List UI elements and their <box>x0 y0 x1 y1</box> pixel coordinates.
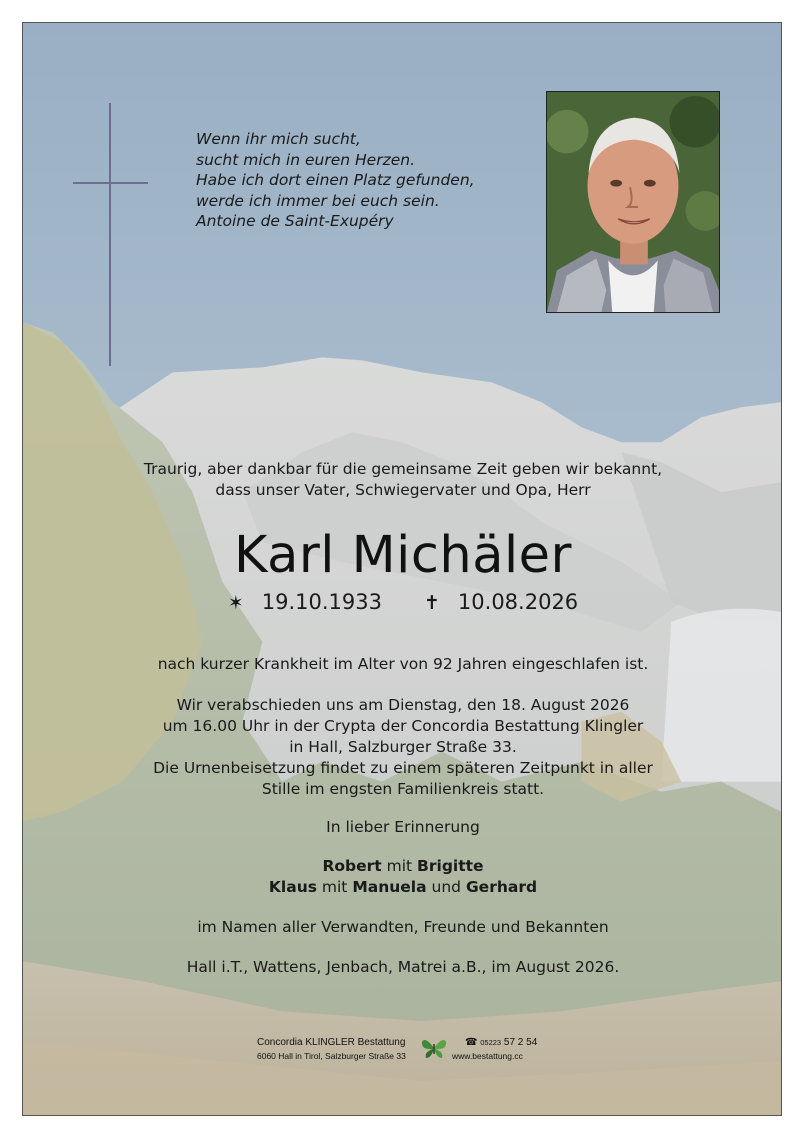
quote-line: sucht mich in euren Herzen. <box>196 150 415 169</box>
service-line: Stille im engsten Familienkreis statt. <box>261 780 545 798</box>
family-names <box>23 856 782 898</box>
company-phone <box>465 1037 537 1048</box>
birth-date: 19.10.1933 <box>261 590 382 614</box>
butterfly-logo-icon <box>421 1036 447 1060</box>
joiner: und <box>431 878 462 896</box>
intro-text <box>23 459 782 501</box>
phone-prefix: 05223 <box>480 1038 502 1047</box>
portrait-image <box>547 92 719 312</box>
birth-star-icon: ✶ <box>227 592 244 614</box>
relatives-line: im Namen aller Verwandten, Freunde und Bekannten <box>197 918 609 936</box>
parte-card <box>22 22 782 1116</box>
company-website[interactable]: www.bestattung.cc <box>452 1051 523 1061</box>
family-line-1 <box>23 856 782 877</box>
cross-vertical <box>109 103 111 366</box>
death-date: 10.08.2026 <box>457 590 579 614</box>
family-line-2 <box>23 877 782 898</box>
memory-line: In lieber Erinnerung <box>326 818 480 836</box>
intro-line: Traurig, aber dankbar für die gemeinsame Zeit geben wir bekannt, <box>143 460 663 478</box>
quote-line: werde ich immer bei euch sein. <box>196 191 440 210</box>
service-line: Wir verabschieden uns am Dienstag, den 18. August 2026 <box>176 696 630 714</box>
intro-line: dass unser Vater, Schwiegervater und Opa, Herr <box>215 481 591 499</box>
family-member: Klaus <box>268 878 317 896</box>
service-line: um 16.00 Uhr in der Crypta der Concordia Bestattung Klingler <box>162 717 644 735</box>
quote-line: Habe ich dort einen Platz gefunden, <box>196 171 475 189</box>
age-statement: nach kurzer Krankheit im Alter von 92 Jahren eingeschlafen ist. <box>157 655 649 673</box>
life-dates <box>23 588 782 617</box>
service-line: Die Urnenbeisetzung findet zu einem späteren Zeitpunkt in aller <box>153 759 653 777</box>
family-member: Robert <box>322 857 382 875</box>
company-address: 6060 Hall in Tirol, Salzburger Straße 33 <box>257 1051 406 1061</box>
joiner: mit <box>321 878 348 896</box>
company-name: Concordia KLINGLER Bestattung <box>257 1037 406 1048</box>
cross-horizontal <box>73 182 148 184</box>
memorial-quote <box>196 129 526 232</box>
place-date-line: Hall i.T., Wattens, Jenbach, Matrei a.B., im August 2026. <box>186 958 620 976</box>
service-line: in Hall, Salzburger Straße 33. <box>289 738 517 756</box>
deceased-name: Karl Michäler <box>234 526 572 585</box>
portrait-photo <box>546 91 720 313</box>
joiner: mit <box>386 857 413 875</box>
family-member: Manuela <box>352 878 427 896</box>
family-member: Brigitte <box>417 857 484 875</box>
phone-icon: ☎ <box>465 1037 478 1048</box>
family-member: Gerhard <box>465 878 538 896</box>
death-cross-icon: ✝ <box>424 592 440 614</box>
funeral-home-footer <box>255 1035 555 1065</box>
quote-author: Antoine de Saint-Exupéry <box>196 212 394 230</box>
phone-number: 57 2 54 <box>503 1037 538 1048</box>
quote-line: Wenn ihr mich sucht, <box>196 130 361 148</box>
service-details <box>23 695 782 800</box>
